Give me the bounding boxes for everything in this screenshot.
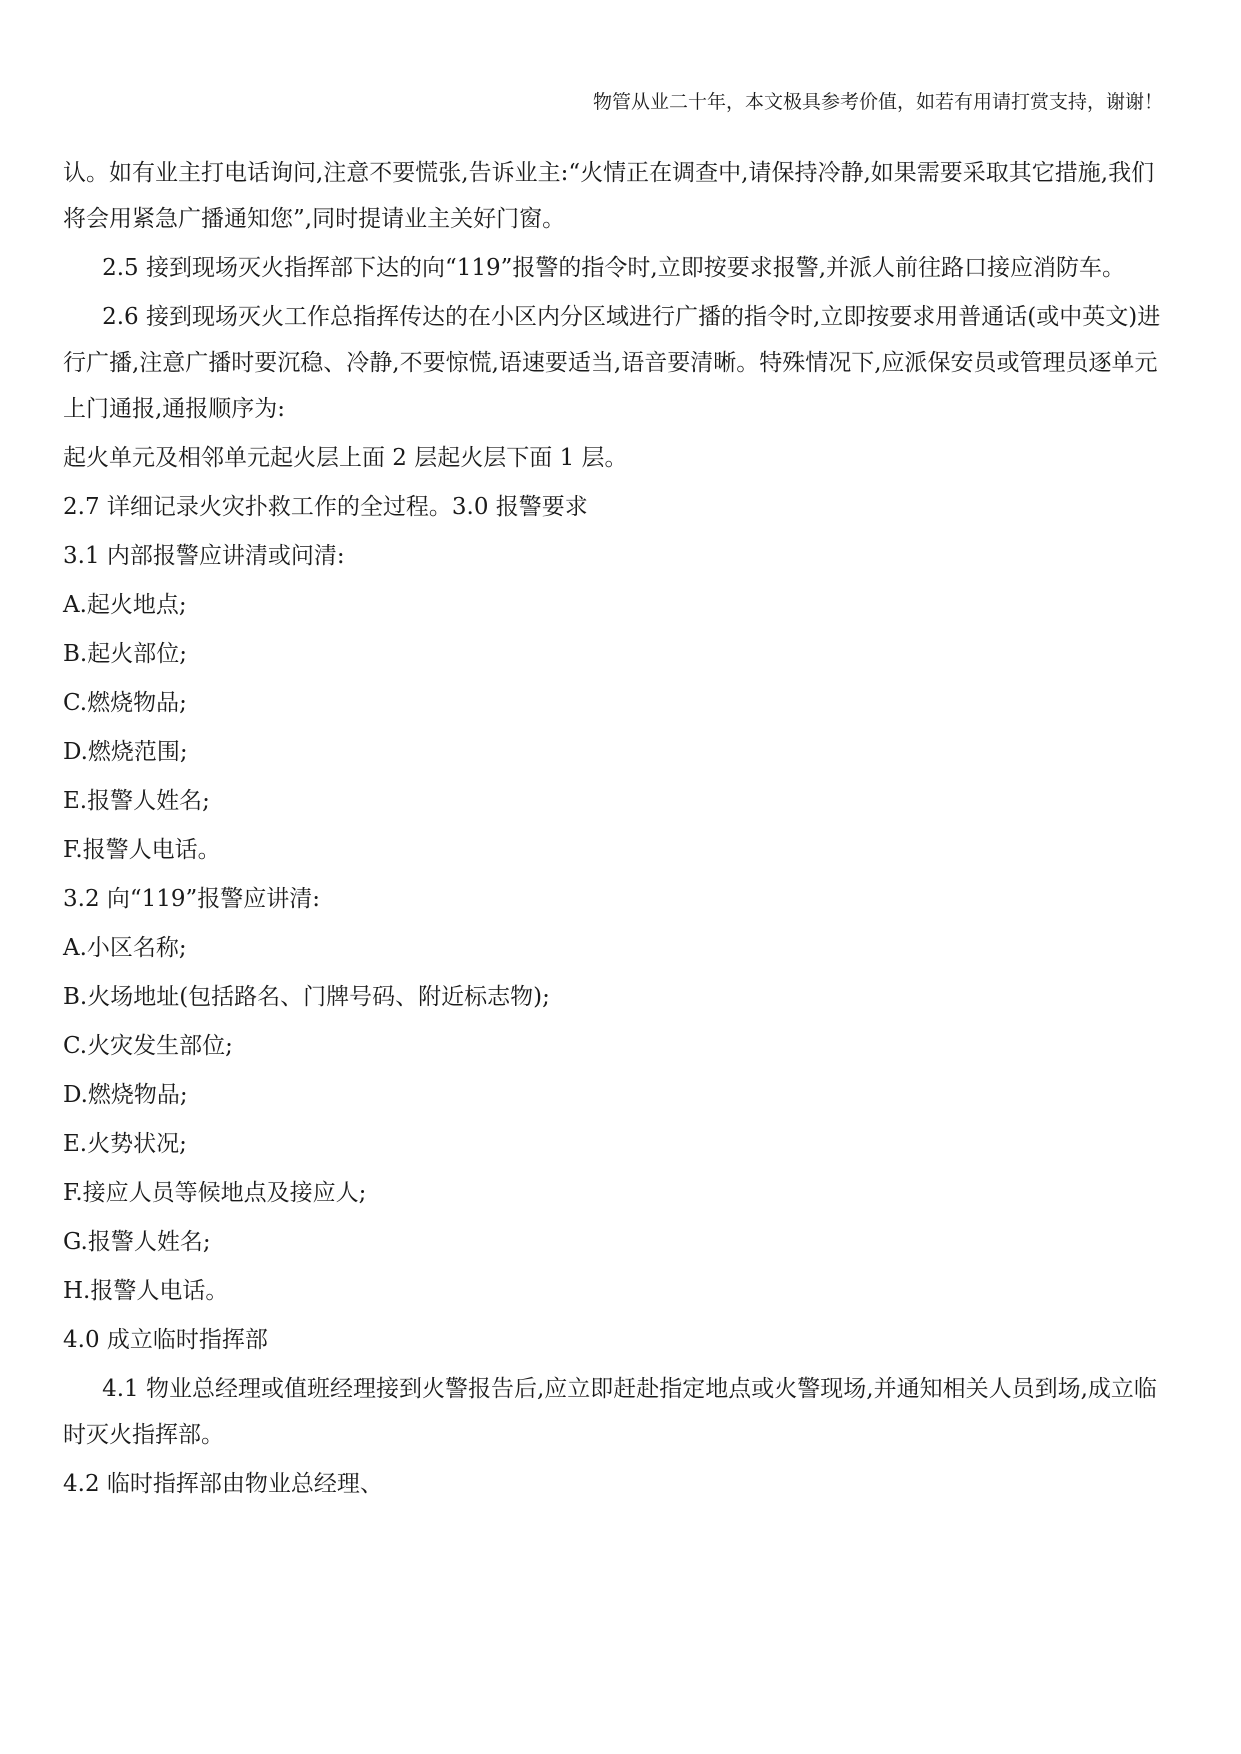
list-item-3-1-a: A.起火地点; (63, 592, 187, 618)
paragraph-3-1: 3.1 内部报警应讲清或问清: (63, 543, 345, 569)
list-item-3-2-d: D.燃烧物品; (63, 1082, 188, 1108)
notification-order: 起火单元及相邻单元起火层上面 2 层起火层下面 1 层。 (63, 445, 628, 471)
paragraph-4-1: 4.1 物业总经理或值班经理接到火警报告后,应立即赶赴指定地点或火警现场,并通知相关人员到场,成立临时灭火指挥部。 (63, 1376, 1157, 1448)
list-item-3-1-e: E.报警人姓名; (63, 788, 210, 814)
paragraph-2-6: 2.6 接到现场灭火工作总指挥传达的在小区内分区域进行广播的指令时,立即按要求用普通话(或中英文)进行广播,注意广播时要沉稳、冷静,不要惊慌,语速要适当,语音要清晰。特殊情况下,应派保安员或管理员逐单元上门通报,通报顺序为: (63, 304, 1161, 422)
paragraph-3-2: 3.2 向“119”报警应讲清: (63, 886, 321, 912)
list-item-3-2-a: A.小区名称; (63, 935, 187, 961)
list-item-3-2-f: F.接应人员等候地点及接应人; (63, 1180, 367, 1206)
paragraph-continuation: 认。如有业主打电话询问,注意不要慌张,告诉业主:“火情正在调查中,请保持冷静,如果需要采取其它措施,我们将会用紧急广播通知您”,同时提请业主关好门窗。 (63, 160, 1155, 232)
list-item-3-1-c: C.燃烧物品; (63, 690, 187, 716)
list-item-3-2-g: G.报警人姓名; (63, 1229, 211, 1255)
paragraph-4-0: 4.0 成立临时指挥部 (63, 1327, 268, 1353)
list-item-3-2-c: C.火灾发生部位; (63, 1033, 233, 1059)
list-item-3-2-b: B.火场地址(包括路名、门牌号码、附近标志物); (63, 984, 550, 1010)
list-item-3-1-f: F.报警人电话。 (63, 837, 221, 863)
list-item-3-1-b: B.起火部位; (63, 641, 187, 667)
paragraph-4-2: 4.2 临时指挥部由物业总经理、 (63, 1471, 383, 1497)
header-note: 物管从业二十年，本文极具参考价值，如若有用请打赏支持，谢谢！ (592, 91, 1163, 113)
document-body (63, 150, 1175, 1507)
paragraph-2-7: 2.7 详细记录火灾扑救工作的全过程。3.0 报警要求 (63, 494, 588, 520)
list-item-3-2-h: H.报警人电话。 (63, 1278, 229, 1304)
list-item-3-1-d: D.燃烧范围; (63, 739, 188, 765)
list-item-3-2-e: E.火势状况; (63, 1131, 187, 1157)
paragraph-2-5: 2.5 接到现场灭火指挥部下达的向“119”报警的指令时,立即按要求报警,并派人前往路口接应消防车。 (102, 255, 1126, 281)
